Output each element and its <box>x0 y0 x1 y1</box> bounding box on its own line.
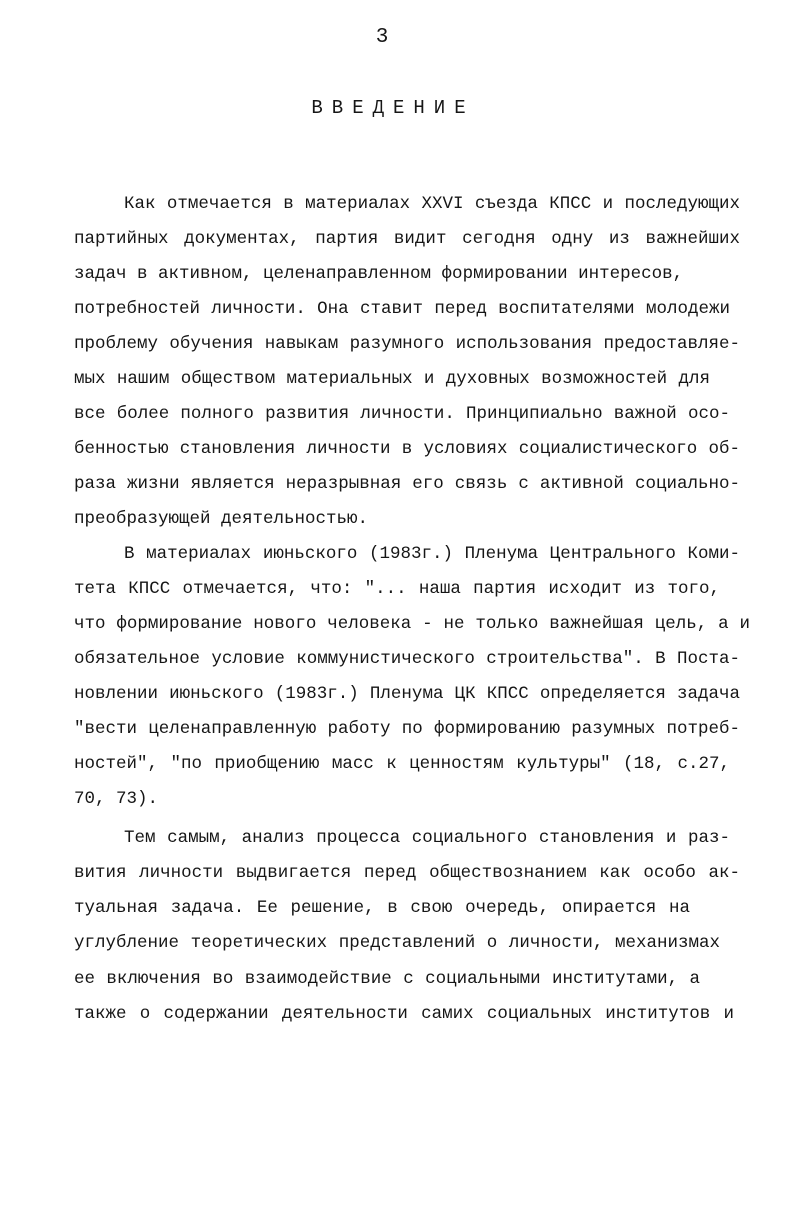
paragraph-2-line-2: тета КПСС отмечается, что: "... наша партия исходит из того, <box>74 579 720 599</box>
paragraph-1-line-3: задач в активном, целенаправленном формировании интересов, <box>74 264 684 284</box>
paragraph-2-line-8: 70, 73). <box>74 789 159 809</box>
paragraph-3-line-1: Тем самым, анализ процесса социального становления и раз- <box>124 828 730 848</box>
paragraph-1-line-6: мых нашим обществом материальных и духовных возможностей для <box>74 369 710 389</box>
paragraph-2-line-4: обязательное условие коммунистического строительства". В Поста- <box>74 649 740 669</box>
paragraph-1-line-4: потребностей личности. Она ставит перед воспитателями молодежи <box>74 299 730 319</box>
paragraph-2-line-3: что формирование нового человека - не только важнейшая цель, а и <box>74 614 750 634</box>
paragraph-1-line-9: раза жизни является неразрывная его связь с активной социально- <box>74 474 740 494</box>
paragraph-1-line-1: Как отмечается в материалах XXVI съезда КПСС и последующих <box>124 194 740 214</box>
paragraph-1-line-7: все более полного развития личности. Принципиально важной осо- <box>74 404 730 424</box>
paragraph-1-line-8: бенностью становления личности в условиях социалистического об- <box>74 439 740 459</box>
paragraph-1-line-2: партийных документах, партия видит сегодня одну из важнейших <box>74 229 740 249</box>
page-number: 3 <box>375 26 389 49</box>
paragraph-3-line-2: вития личности выдвигается перед обществознанием как особо ак- <box>74 863 740 883</box>
paragraph-2-line-5: новлении июньского (1983г.) Пленума ЦК КПСС определяется задача <box>74 684 740 704</box>
paragraph-2-line-7: ностей", "по приобщению масс к ценностям культуры" (18, с.27, <box>74 754 730 774</box>
paragraph-2-line-1: В материалах июньского (1983г.) Пленума Центрального Коми- <box>124 544 740 564</box>
paragraph-3-line-5: ее включения во взаимодействие с социальными институтами, а <box>74 969 700 989</box>
page-title: ВВЕДЕНИЕ <box>311 97 475 119</box>
paragraph-3-line-4: углубление теоретических представлений о личности, механизмах <box>74 933 720 953</box>
paragraph-2-line-6: "вести целенаправленную работу по формированию разумных потреб- <box>74 719 740 739</box>
paragraph-1-line-5: проблему обучения навыкам разумного использования предоставляе- <box>74 334 740 354</box>
paragraph-3-line-6: также о содержании деятельности самих социальных институтов и <box>74 1004 734 1024</box>
paragraph-1-line-10: преобразующей деятельностью. <box>74 509 369 529</box>
paragraph-3-line-3: туальная задача. Ее решение, в свою очередь, опирается на <box>74 898 690 918</box>
